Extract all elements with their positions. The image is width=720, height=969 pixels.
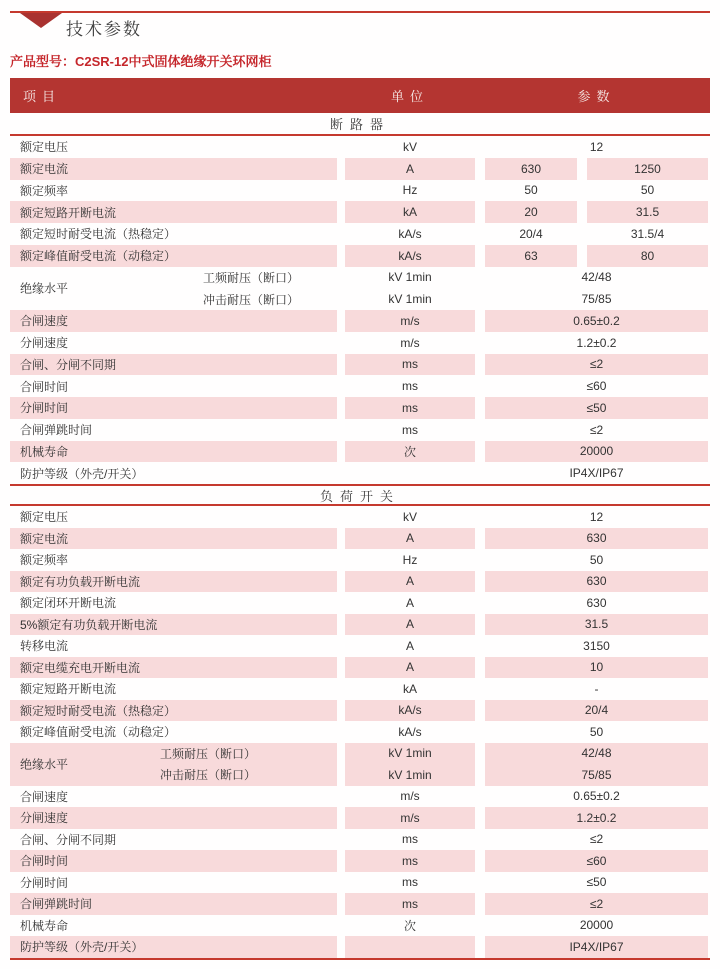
row-value: 1.2±0.2 (576, 335, 617, 350)
row-value: 31.5 (587, 201, 708, 223)
row-label: 额定闭环开断电流 (20, 596, 117, 611)
row-unit: A (405, 595, 414, 610)
table-row (10, 201, 710, 223)
table-row (10, 657, 710, 679)
row-value: 20000 (579, 918, 614, 933)
row-label: 额定电压 (20, 140, 69, 155)
row-value: 50 (589, 724, 604, 739)
row-label: 合闸时间 (20, 379, 69, 394)
product-model: 产品型号：C2SR-12中式固体绝缘开关环网柜 (10, 54, 272, 69)
section-marker-triangle-icon (20, 13, 62, 28)
section-body-circuit-breaker (10, 136, 710, 484)
table-row (10, 829, 710, 851)
table-row (10, 700, 710, 722)
page-title: 技术参数 (66, 20, 142, 39)
row-label: 额定电流 (10, 528, 337, 550)
row-unit: ms (402, 379, 418, 394)
row-unit: A (345, 528, 475, 550)
row-value: 3150 (583, 638, 610, 653)
row-unit: A (405, 638, 414, 653)
row-unit: m/s (400, 789, 420, 804)
row-value: ≤2 (589, 832, 604, 847)
row-label: 额定峰值耐受电流（动稳定） (10, 245, 337, 267)
row-value: 20/4 (519, 226, 543, 241)
row-label: 合闸速度 (20, 789, 69, 804)
row-unit: kV 1min (388, 292, 432, 307)
row-label: 合闸弹跳时间 (20, 423, 93, 438)
row-value: IP4X/IP67 (485, 936, 708, 958)
table-row (10, 223, 710, 245)
row-label: 合闸、分闸不同期 (20, 832, 117, 847)
row-label: 额定电流 (10, 158, 337, 180)
row-unit: ms (345, 850, 475, 872)
row-value: 50 (589, 552, 604, 567)
row-unit: ms (345, 893, 475, 915)
row-label: 分闸速度 (20, 336, 69, 351)
table-row (10, 354, 710, 376)
row-unit: ms (345, 354, 475, 376)
table-row (10, 332, 710, 354)
row-unit: kA/s (345, 245, 475, 267)
table-row (10, 614, 710, 636)
table-row (10, 158, 710, 180)
row-sub-label: 工频耐压（断口） (160, 746, 257, 761)
row-label: 防护等级（外壳/开关） (10, 936, 337, 958)
table-row (10, 310, 710, 332)
row-label: 5%额定有功负载开断电流 (10, 614, 337, 636)
row-label: 额定频率 (20, 183, 69, 198)
table-row (10, 528, 710, 550)
table-row (10, 635, 710, 657)
row-value: 42/48 (581, 270, 612, 285)
row-value: 630 (485, 158, 577, 180)
row-label: 分闸时间 (10, 397, 337, 419)
table-row (10, 506, 710, 528)
top-rule (10, 11, 710, 13)
row-unit: kV 1min (388, 767, 432, 782)
row-unit: kV (402, 509, 417, 524)
table-row (10, 549, 710, 571)
row-value: 1.2±0.2 (485, 807, 708, 829)
row-unit: ms (402, 875, 418, 890)
row-unit: m/s (400, 335, 420, 350)
row-sub-label: 工频耐压（断口） (203, 270, 300, 285)
row-value: 31.5/4 (630, 226, 665, 241)
table-row (10, 462, 710, 484)
row-value: IP4X/IP67 (569, 466, 624, 481)
row-unit: kV (402, 139, 417, 154)
row-label: 绝缘水平 (20, 281, 69, 296)
row-value: ≤2 (589, 422, 604, 437)
row-unit: m/s (345, 310, 475, 332)
table-row (10, 245, 710, 267)
row-label: 合闸时间 (10, 850, 337, 872)
row-unit: A (345, 571, 475, 593)
row-label: 分闸时间 (20, 875, 69, 890)
row-label: 额定短时耐受电流（热稳定） (20, 227, 177, 242)
table-row (10, 180, 710, 202)
table-header (10, 78, 710, 113)
table-row (10, 850, 710, 872)
row-label: 机械寿命 (10, 441, 337, 463)
row-value: 50 (640, 183, 655, 198)
row-label: 转移电流 (20, 639, 69, 654)
row-label: 额定电缆充电开断电流 (10, 657, 337, 679)
row-sub-label: 冲击耐压（断口） (203, 292, 300, 307)
table-row (10, 571, 710, 593)
table-row (10, 678, 710, 700)
row-value: 75/85 (581, 292, 612, 307)
row-unit: A (345, 657, 475, 679)
table-row (10, 807, 710, 829)
row-unit: A (345, 614, 475, 636)
row-value: 75/85 (581, 767, 612, 782)
row-value: 0.65±0.2 (573, 789, 620, 804)
table-row (10, 419, 710, 441)
row-label: 机械寿命 (20, 918, 69, 933)
row-value: ≤60 (586, 379, 607, 394)
row-value: 10 (485, 657, 708, 679)
row-unit: ms (345, 397, 475, 419)
bottom-rule (10, 958, 710, 960)
row-value: 12 (589, 139, 604, 154)
col-header-unit: 单位 (390, 89, 429, 104)
row-unit: 次 (403, 918, 416, 933)
table-row (10, 743, 710, 786)
spec-table (10, 78, 710, 960)
row-unit: kA (402, 681, 417, 696)
row-label: 合闸弹跳时间 (10, 893, 337, 915)
row-value: 1250 (587, 158, 708, 180)
section-title-load-switch: 负荷开关 (10, 484, 710, 506)
row-label: 合闸速度 (10, 310, 337, 332)
table-row (10, 786, 710, 808)
table-row (10, 936, 710, 958)
row-value: 630 (485, 528, 708, 550)
row-unit: Hz (402, 552, 418, 567)
row-value: ≤2 (485, 893, 708, 915)
col-header-item: 项目 (23, 89, 62, 104)
row-label: 合闸、分闸不同期 (10, 354, 337, 376)
table-body (10, 113, 710, 958)
row-value: 20/4 (485, 700, 708, 722)
row-unit: kA/s (398, 724, 422, 739)
table-row (10, 592, 710, 614)
row-label: 分闸速度 (10, 807, 337, 829)
row-unit: kV 1min (388, 270, 432, 285)
row-unit: kV 1min (388, 746, 432, 761)
table-row (10, 375, 710, 397)
row-value: ≤2 (485, 354, 708, 376)
row-label: 绝缘水平 (20, 757, 69, 772)
section-title-circuit-breaker: 断路器 (10, 113, 710, 136)
row-value: 630 (485, 571, 708, 593)
row-value: 12 (589, 509, 604, 524)
row-label: 额定短路开断电流 (10, 201, 337, 223)
row-unit: Hz (402, 183, 418, 198)
table-row (10, 915, 710, 937)
row-value: 63 (485, 245, 577, 267)
section-body-load-switch (10, 506, 710, 958)
row-label: 额定电压 (20, 510, 69, 525)
table-row (10, 136, 710, 158)
row-unit: m/s (345, 807, 475, 829)
col-header-param: 参数 (577, 89, 616, 104)
row-unit: kA (345, 201, 475, 223)
row-label: 额定频率 (20, 553, 69, 568)
row-label: 额定短路开断电流 (20, 682, 117, 697)
row-unit (345, 462, 475, 484)
row-unit: kA/s (398, 226, 422, 241)
table-row (10, 397, 710, 419)
row-value: ≤50 (586, 875, 607, 890)
row-value: 20 (485, 201, 577, 223)
row-label: 防护等级（外壳/开关） (20, 466, 144, 481)
row-value: 80 (587, 245, 708, 267)
row-label: 额定有功负载开断电流 (10, 571, 337, 593)
table-row (10, 893, 710, 915)
row-unit: A (345, 158, 475, 180)
row-unit: ms (402, 832, 418, 847)
row-value: 50 (524, 183, 538, 198)
table-row (10, 872, 710, 894)
row-value: ≤60 (485, 850, 708, 872)
row-value: 42/48 (581, 746, 612, 761)
row-sub-label: 冲击耐压（断口） (160, 768, 257, 783)
table-row (10, 441, 710, 463)
row-value: ≤50 (485, 397, 708, 419)
table-row (10, 721, 710, 743)
row-unit (345, 936, 475, 958)
row-unit: kA/s (345, 700, 475, 722)
row-value: - (594, 681, 599, 696)
row-label: 额定短时耐受电流（热稳定） (10, 700, 337, 722)
row-value: 31.5 (485, 614, 708, 636)
row-value: 630 (586, 595, 607, 610)
row-value: 0.65±0.2 (485, 310, 708, 332)
row-unit: 次 (345, 441, 475, 463)
row-value: 20000 (485, 441, 708, 463)
table-row (10, 267, 710, 311)
row-unit: ms (402, 422, 418, 437)
row-label: 额定峰值耐受电流（动稳定） (20, 725, 177, 740)
